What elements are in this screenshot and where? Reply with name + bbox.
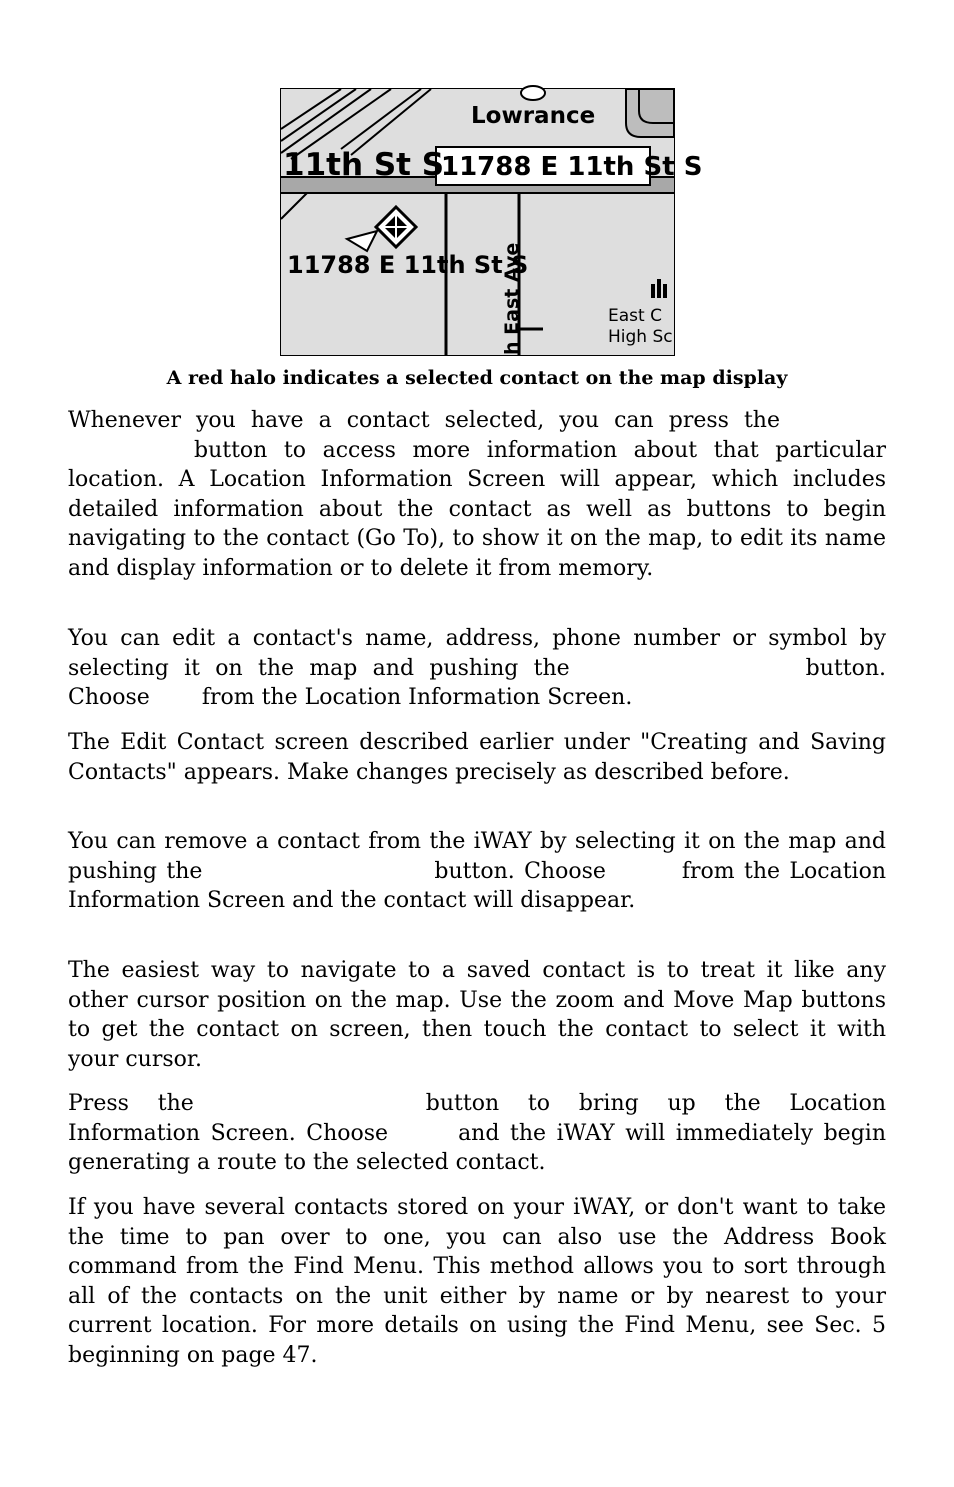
p4-part-b: button. Choose: [434, 858, 606, 884]
paragraph-press-button: [68, 1089, 886, 1178]
poi-label: Lowrance: [471, 103, 596, 129]
figure-caption: A red halo indicates a selected contact on the map display: [166, 367, 788, 389]
cursor-address-label: 11788 E 11th St S: [287, 251, 529, 279]
p2-part-c: from the Location Information Screen.: [201, 685, 633, 711]
map-screenshot-figure: [280, 88, 703, 356]
p6-part-c: and the iWAY will immediately begin generating a route to the selected contact.: [68, 1120, 886, 1176]
popup-address-label: 11788 E 11th St S: [441, 152, 703, 182]
paragraph-edit-screen: The Edit Contact screen described earlier under "Creating and Saving Contacts" appears. Make changes precisely as described before.: [68, 730, 886, 785]
p1-first-line: Whenever you have a contact selected, you can press the: [68, 408, 780, 433]
p2-part-b: button. Choose: [68, 655, 886, 711]
paragraph-delete-contact: [68, 827, 886, 916]
vertical-street-label: h East Ave: [501, 242, 523, 355]
paragraph-selected-contact: [68, 406, 886, 584]
paragraph-edit-contact: [68, 624, 886, 713]
school-label-line2: High Sc: [608, 327, 673, 347]
p1-body: button to access more information about that particular location. A Location Information Screen will appear, which includes detailed information about the contact as well as buttons to begin navigating to the contact (Go To), to show it on the map, to edit its name and display information or to delete it from memory.: [68, 437, 886, 581]
p4-part-a: You can remove a contact from the iWAY by selecting it on the map and pushing the: [68, 829, 886, 884]
school-label-line1: East C: [608, 306, 662, 326]
p6-part-a: Press the: [68, 1091, 194, 1116]
p4-part-c: from the Location Information Screen and the contact will disappear.: [68, 858, 886, 914]
p2-part-a: You can edit a contact's name, address, phone number or symbol by selecting it on the map and pushing the: [68, 626, 886, 681]
main-street-label: 11th St S: [283, 147, 445, 183]
paragraph-navigate-contact: The easiest way to navigate to a saved contact is to treat it like any other cursor position on the map. Use the zoom and Move Map buttons to get the contact on screen, then touch the contact to select it with your cursor.: [68, 958, 886, 1072]
paragraph-address-book: If you have several contacts stored on your iWAY, or don't want to take the time to pan over to one, you can also use the Address Book command from the Find Menu. This method allows you to sort through all of the contacts on the unit either by name or by nearest to your current location. For more details on using the Find Menu, see Sec. 5 beginning on page 47.: [68, 1195, 886, 1368]
p6-part-b: button to bring up the Location Information Screen. Choose: [68, 1091, 886, 1146]
